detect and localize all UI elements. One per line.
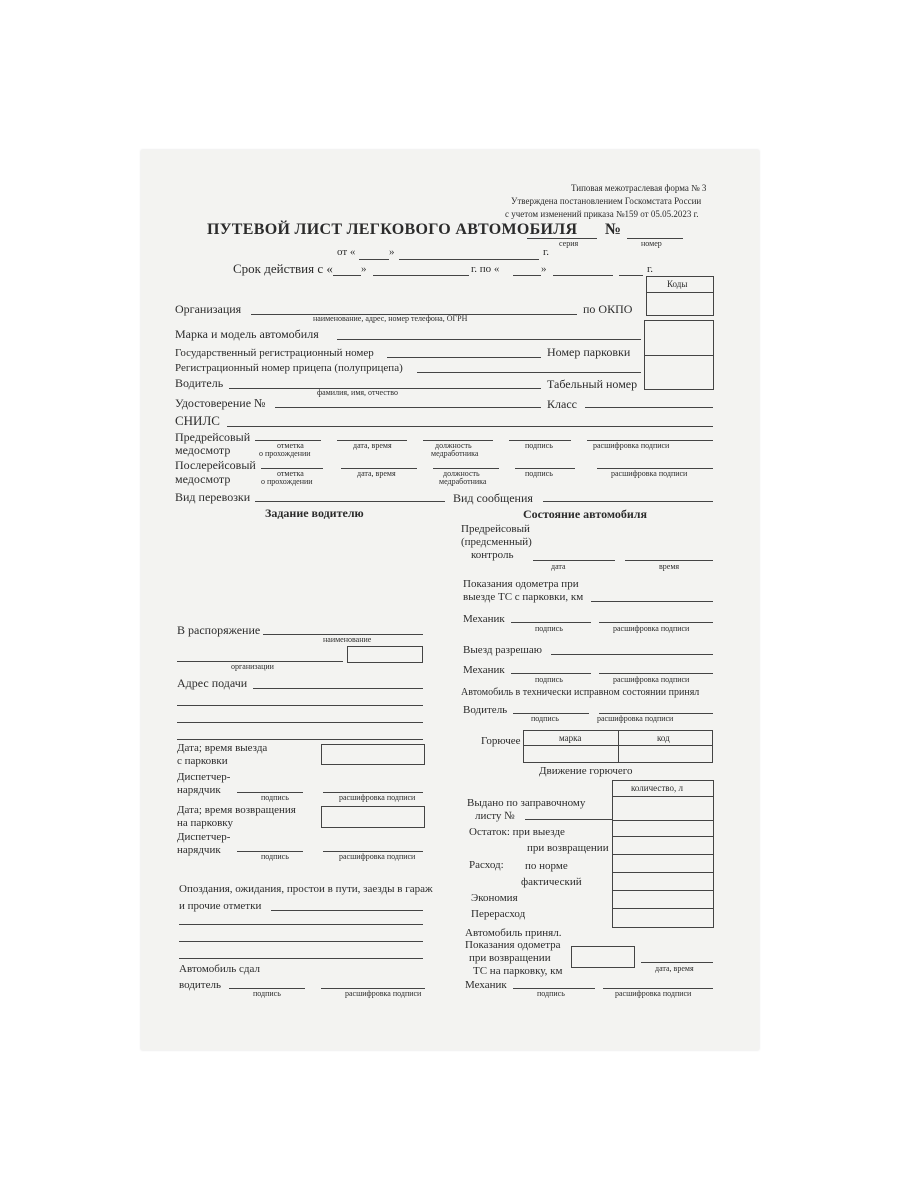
- depart-label-1: Дата; время выезда: [177, 742, 268, 754]
- transport-type-label: Вид перевозки: [175, 490, 251, 504]
- issued-label-2: листу №: [475, 810, 515, 822]
- odometer-2: выезде ТС с парковки, км: [463, 591, 584, 603]
- tab-number-label: Табельный номер: [547, 377, 638, 391]
- remain-label-2: при возвращении: [527, 842, 609, 854]
- driver-sub: фамилия, имя, отчество: [317, 388, 398, 397]
- pre-control-1: Предрейсовый: [461, 523, 530, 535]
- driver-accept-label: Водитель: [463, 704, 508, 716]
- okpo-label: по ОКПО: [583, 302, 633, 316]
- validity-to: г. по «: [471, 263, 500, 275]
- mechanic2-label: Механик: [463, 664, 505, 676]
- form-line-1: Типовая межотраслевая форма № 3: [571, 183, 707, 193]
- exit-allowed-label: Выезд разрешаю: [463, 644, 542, 656]
- consumption-label: Расход:: [469, 859, 504, 871]
- odo-return-1: Показания одометра: [465, 939, 561, 951]
- dispatcher-label-2: нарядчик: [177, 784, 221, 796]
- odometer-field[interactable]: [591, 601, 713, 602]
- trailer-number-label: Регистрационный номер прицепа (полуприцепа): [175, 362, 403, 374]
- pre-control-2: (предсменный): [461, 536, 532, 548]
- validity-label: Срок действия с «: [233, 261, 333, 276]
- delays-label-1: Опоздания, ожидания, простои в пути, заезды в гараж: [179, 883, 433, 895]
- park-number-label: Номер парковки: [547, 345, 631, 359]
- from-label: от «: [337, 246, 356, 258]
- driver-label: Водитель: [175, 376, 224, 390]
- class-field[interactable]: [585, 407, 713, 408]
- snils-field[interactable]: [227, 426, 713, 427]
- number-label: номер: [641, 239, 662, 248]
- reg-number-label: Государственный регистрационный номер: [175, 347, 374, 359]
- form-line-3: с учетом изменений приказа №159 от 05.05.2023 г.: [505, 209, 699, 219]
- series-label: серия: [559, 239, 579, 248]
- handed-label-1: Автомобиль сдал: [179, 963, 260, 975]
- actual-label: фактический: [521, 876, 582, 888]
- license-label: Удостоверение №: [175, 396, 266, 410]
- mechanic-label: Механик: [463, 613, 505, 625]
- address-field[interactable]: [253, 688, 423, 689]
- number-sign: №: [605, 221, 622, 238]
- fuel-movement-title: Движение горючего: [539, 765, 633, 777]
- economy-label: Экономия: [471, 892, 518, 904]
- mechanic3-label: Механик: [465, 979, 507, 991]
- state-title: Состояние автомобиля: [523, 507, 647, 521]
- odometer-1: Показания одометра при: [463, 578, 579, 590]
- car-model-field[interactable]: [337, 339, 641, 340]
- address-label: Адрес подачи: [177, 676, 248, 690]
- return-box[interactable]: [321, 806, 425, 828]
- car-ok-label: Автомобиль в технически исправном состоянии принял: [461, 687, 700, 698]
- depart-label-2: с парковки: [177, 755, 228, 767]
- pre-med-label-1: Предрейсовый: [175, 430, 251, 444]
- odo-return-3: ТС на парковку, км: [473, 965, 563, 977]
- disposal-label: В распоряжение: [177, 623, 261, 637]
- reg-number-field[interactable]: [387, 357, 541, 358]
- odo-return-2: при возвращении: [469, 952, 551, 964]
- transport-type-field[interactable]: [255, 501, 445, 502]
- snils-label: СНИЛС: [175, 413, 220, 428]
- delays-field[interactable]: [271, 910, 423, 911]
- post-med-label-1: Послерейсовый: [175, 458, 256, 472]
- page-title: ПУТЕВОЙ ЛИСТ ЛЕГКОВОГО АВТОМОБИЛЯ: [207, 221, 578, 238]
- message-type-field[interactable]: [543, 501, 713, 502]
- dispatcher-label-1: Диспетчер-: [177, 771, 231, 783]
- form-line-2: Утверждена постановлением Госкомстата России: [511, 196, 702, 206]
- organization-sub: наименование, адрес, номер телефона, ОГРН: [313, 314, 468, 323]
- message-type-label: Вид сообщения: [453, 491, 533, 505]
- license-field[interactable]: [275, 407, 541, 408]
- fuel-label: Горючее: [481, 735, 521, 747]
- waybill-sheet: Типовая межотраслевая форма № 3 Утверждена постановлением Госкомстата России с учетом изменений приказа №159 от 05.05.2023 г. ПУТЕВОЙ ЛИСТ ЛЕГКОВОГО АВТОМОБИЛЯ № серия номер от « » г. Срок действия с « » г. по « » г. Коды Организация наименование, адрес, номер телефона, ОГРН по ОКПО Марка и модель автомобиля Государственный регистрационный номер Номер парковки Регистрационный номер прицепа (полуприцепа) Водитель Табельный номер фамилия, имя, отчество Удостоверение № Класс СНИЛС Предрейсовый медосмотр отметка о прохождении дата, время должность медработника подпись расшифровка подписи Послерейсовый медосмотр отметка о прохождении дата, время должность медработника подпись расшифровка подписи Вид перевозки Вид сообщения Задание водителю В распоряжение наименование организации Адрес подачи Дата; время выезда с парковки Диспетчер- нарядчик подпись расшифровка подписи Дата; время возвращения на парковку Диспетчер- нарядчик подпись расшифровка подписи Опоздания, ожидания, простои в пути, заезды в гараж и прочие отметки Автомобиль сдал водитель подпись расшифровка подписи Состояние автомобиля Предрейсовый (предсменный) контроль дата время Показания одометра при выезде ТС с парковки, км Механик подпись расшифровка подписи Выезд разрешаю Механик подпись расшифровка подписи Автомобиль в технически исправном состоянии принял Водитель подпись расшифровка подписи Горючее марка код Движение горючего количество, л Выдано по заправочному листу № Остаток: при выезде при возвращении Расход: по норме фактический Экономия Перерасход Автомобиль принял. Показания одометра при возвращении ТС на парковку, км дата, время Механик подпись расшифровка подписи: [141, 150, 759, 1050]
- codes-label: Коды: [667, 279, 688, 289]
- disposal-box[interactable]: [347, 646, 423, 663]
- task-title: Задание водителю: [265, 506, 364, 520]
- overrun-label: Перерасход: [471, 908, 526, 920]
- pre-med-label-2: медосмотр: [175, 443, 231, 457]
- post-med-label-2: медосмотр: [175, 472, 231, 486]
- remain-label-1: Остаток: при выезде: [469, 826, 565, 838]
- odo-return-box[interactable]: [571, 946, 635, 968]
- class-label: Класс: [547, 397, 577, 411]
- depart-box[interactable]: [321, 744, 425, 765]
- delays-label-2: и прочие отметки: [179, 900, 262, 912]
- car-model-label: Марка и модель автомобиля: [175, 327, 319, 341]
- issued-label-1: Выдано по заправочному: [467, 797, 586, 809]
- organization-label: Организация: [175, 302, 242, 316]
- return-label-1: Дата; время возвращения: [177, 804, 296, 816]
- return-label-2: на парковку: [177, 817, 233, 829]
- norm-label: по норме: [525, 860, 568, 872]
- dispatcher2-label-1: Диспетчер-: [177, 831, 231, 843]
- handed-label-2: водитель: [179, 979, 221, 991]
- trailer-number-field[interactable]: [417, 372, 641, 373]
- dispatcher2-label-2: нарядчик: [177, 844, 221, 856]
- pre-control-3: контроль: [471, 549, 514, 561]
- accepted-label: Автомобиль принял.: [465, 927, 562, 939]
